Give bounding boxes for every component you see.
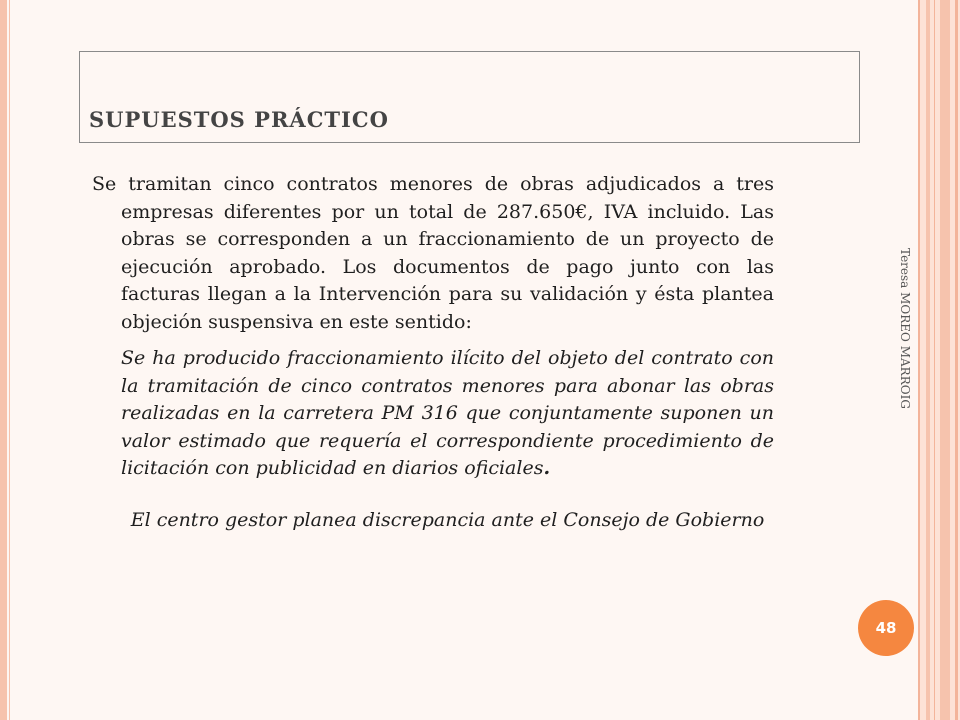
- slide-content: [92, 171, 774, 534]
- right-band-stripe: [918, 0, 920, 720]
- right-band-stripe: [940, 0, 950, 720]
- right-band-stripe: [934, 0, 935, 720]
- right-band-stripe: [926, 0, 930, 720]
- left-accent-rule: [0, 0, 7, 720]
- slide-title: SUPUESTOS PRÁCTICO: [89, 107, 389, 132]
- page-number-badge: 48: [858, 600, 914, 656]
- right-decorative-band: [918, 0, 960, 720]
- author-side-label: Teresa MOREO MARROIG: [898, 248, 912, 409]
- objection-quote: [121, 345, 774, 483]
- conclusion-text: El centro gestor planea discrepancia ante el Consejo de Gobierno: [130, 508, 765, 531]
- title-box: [79, 51, 860, 143]
- left-accent-thin-rule: [9, 0, 10, 720]
- objection-quote-end: .: [543, 457, 551, 479]
- body-paragraph: Se tramitan cinco contratos menores de obras adjudicados a tres empresas diferentes por un total de 287.650€, IVA incluido. Las obras se corresponden a un fraccionamiento de un proyecto de ejecución aprobado. Los documentos de pago junto con las facturas llegan a la Intervención para su validación y ésta plantea objeción suspensiva en este sentido:: [92, 173, 774, 333]
- objection-quote-text: Se ha producido fraccionamiento ilícito del objeto del contrato con la tramitación de cinco contratos menores para abonar las obras realizadas en la carretera PM 316 que conjuntamente suponen un valor estimado que requería el correspondiente procedimiento de licitación con publicidad en diarios oficiales: [121, 347, 774, 479]
- right-band-stripe: [955, 0, 958, 720]
